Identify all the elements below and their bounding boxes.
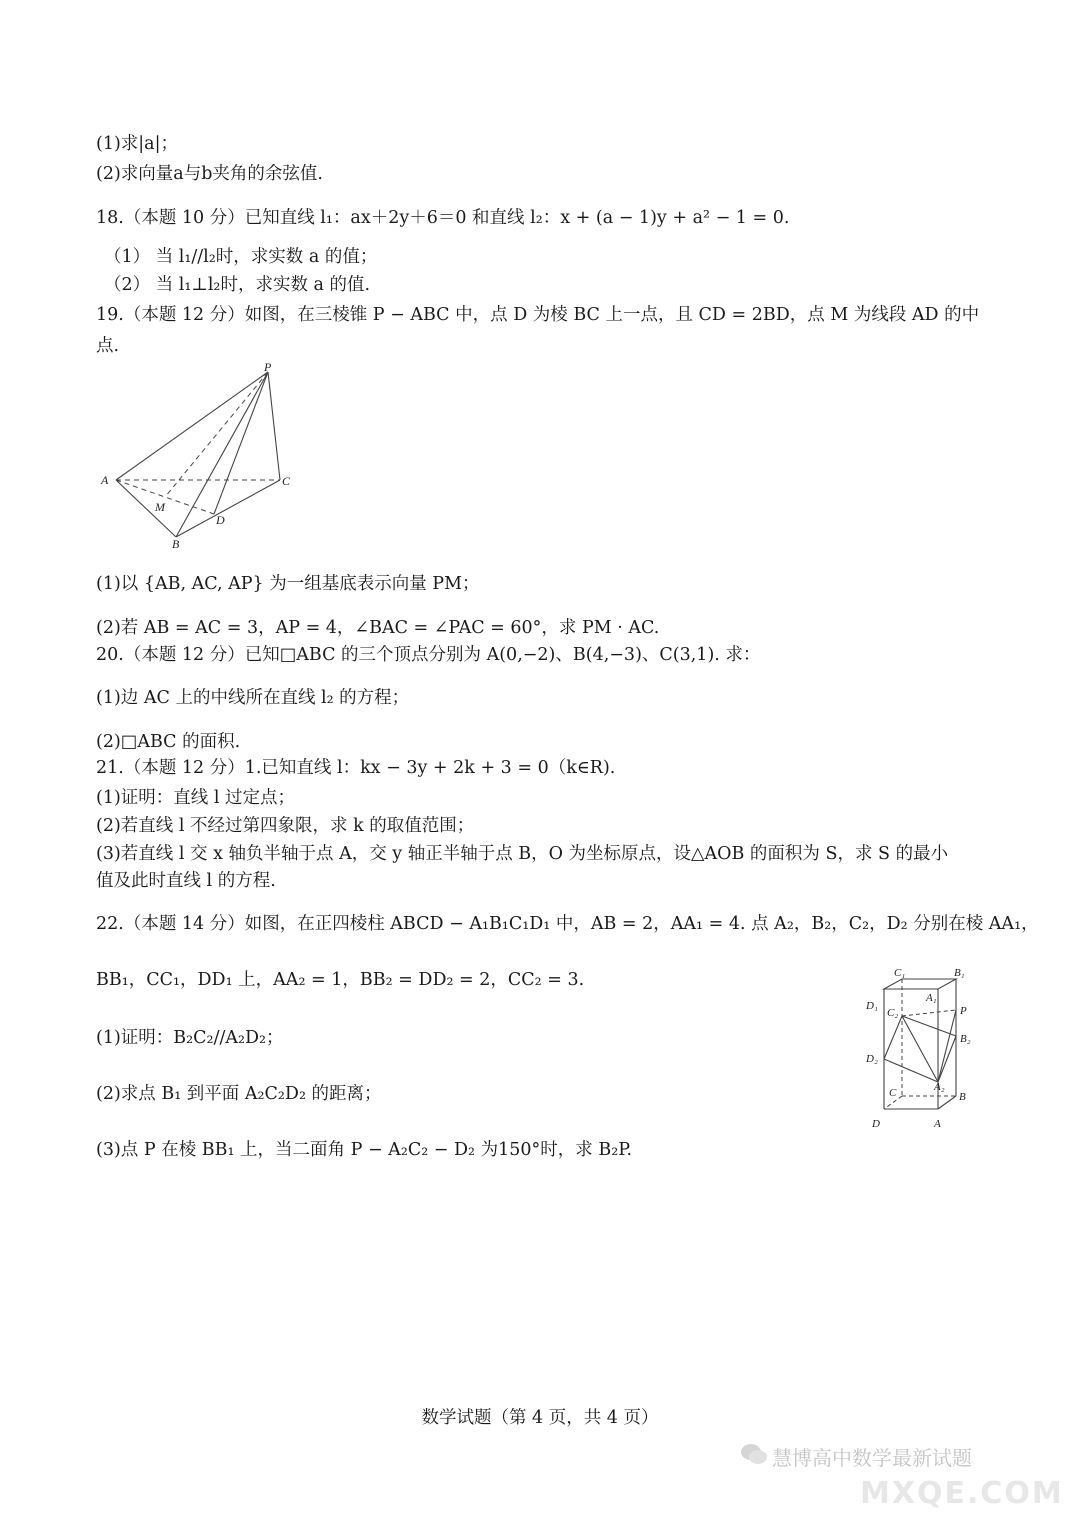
q22-label-b1: B₁: [954, 967, 965, 979]
q22-label-d: D: [872, 1118, 880, 1130]
q22-label-a2: A₂: [934, 1081, 945, 1093]
q22-label-b: B: [959, 1091, 966, 1103]
q22-label-c2: C₂: [887, 1007, 899, 1019]
q19-label-a: A: [101, 473, 109, 487]
q18-part2: （2） 当 l₁⊥l₂时，求实数 a 的值.: [104, 275, 371, 295]
q22-stem-line2: BB₁，CC₁，DD₁ 上，AA₂ = 1，BB₂ = DD₂ = 2，CC₂ = 3.: [96, 970, 585, 990]
q21-part1: (1)证明：直线 l 过定点；: [96, 788, 296, 808]
q21-part3-line1: (3)若直线 l 交 x 轴负半轴于点 A，交 y 轴正半轴于点 B，O 为坐标原点，设△AOB 的面积为 S，求 S 的最小: [96, 844, 949, 864]
q19-label-b: B: [172, 537, 180, 551]
q21-part3-line2: 值及此时直线 l 的方程.: [96, 871, 276, 891]
watermark-site: MXQE.COM: [860, 1476, 1064, 1511]
q19-label-d: D: [216, 513, 225, 527]
q22-label-c: C: [889, 1087, 897, 1099]
q22-label-a: A: [934, 1118, 941, 1130]
q19-label-m: M: [155, 500, 165, 514]
q18-part1: （1） 当 l₁//l₂时，求实数 a 的值；: [104, 247, 378, 267]
q18-stem: 18.（本题 10 分）已知直线 l₁：ax＋2y＋6＝0 和直线 l₂：x + (a − 1)y + a² − 1 = 0.: [96, 208, 790, 228]
q22-label-d2: D₂: [866, 1053, 878, 1065]
q19-label-c: C: [282, 474, 291, 488]
q22-prism-figure: [862, 964, 974, 1136]
q19-stem-line2: 点.: [96, 336, 120, 356]
q19-part2: (2)若 AB = AC = 3，AP = 4，∠BAC = ∠PAC = 60°，求 PM · AC.: [96, 618, 660, 638]
q21-part2: (2)若直线 l 不经过第四象限，求 k 的取值范围；: [96, 816, 475, 836]
q22-part3: (3)点 P 在棱 BB₁ 上，当二面角 P − A₂C₂ − D₂ 为150°时，求 B₂P.: [96, 1140, 633, 1160]
page-footer: 数学试题（第 4 页，共 4 页）: [421, 1408, 659, 1428]
q19-stem-line1: 19.（本题 12 分）如图，在三棱锥 P − ABC 中，点 D 为棱 BC 上一点，且 CD = 2BD，点 M 为线段 AD 的中: [96, 305, 980, 325]
q20-part2: (2)□ABC 的面积.: [96, 732, 241, 752]
q22-label-a1: A₁: [926, 992, 937, 1004]
q17-part2: (2)求向量a与b夹角的余弦值.: [96, 164, 323, 184]
q20-stem: 20.（本题 12 分）已知□ABC 的三个顶点分别为 A(0,−2)、B(4,−3)、C(3,1). 求：: [96, 645, 761, 665]
watermark-account: 慧博高中数学最新试题: [772, 1446, 972, 1470]
q22-stem-line1: 22.（本题 14 分）如图，在正四棱柱 ABCD − A₁B₁C₁D₁ 中，AB = 2，AA₁ = 4. 点 A₂，B₂，C₂，D₂ 分别在棱 AA₁，: [96, 914, 1039, 934]
q22-label-d1: D₁: [866, 1000, 878, 1012]
q17-part1: (1)求|a|；: [96, 134, 179, 154]
q22-part1: (1)证明：B₂C₂//A₂D₂；: [96, 1028, 284, 1048]
q21-stem: 21.（本题 12 分）1.已知直线 l：kx − 3y + 2k + 3 = 0（k∈R).: [96, 758, 616, 778]
watermark: [740, 1440, 1070, 1520]
q19-part1: (1)以 {AB, AC, AP} 为一组基底表示向量 PM；: [96, 574, 480, 594]
q19-label-p: P: [264, 362, 272, 374]
q22-label-p: P: [960, 1005, 967, 1017]
q22-label-b2: B₂: [960, 1033, 971, 1045]
q20-part1: (1)边 AC 上的中线所在直线 l₂ 的方程；: [96, 688, 410, 708]
q22-label-c1: C₁: [894, 967, 906, 979]
wechat-icon: [740, 1442, 768, 1466]
q19-pyramid-figure: [96, 362, 306, 552]
q22-part2: (2)求点 B₁ 到平面 A₂C₂D₂ 的距离；: [96, 1084, 382, 1104]
